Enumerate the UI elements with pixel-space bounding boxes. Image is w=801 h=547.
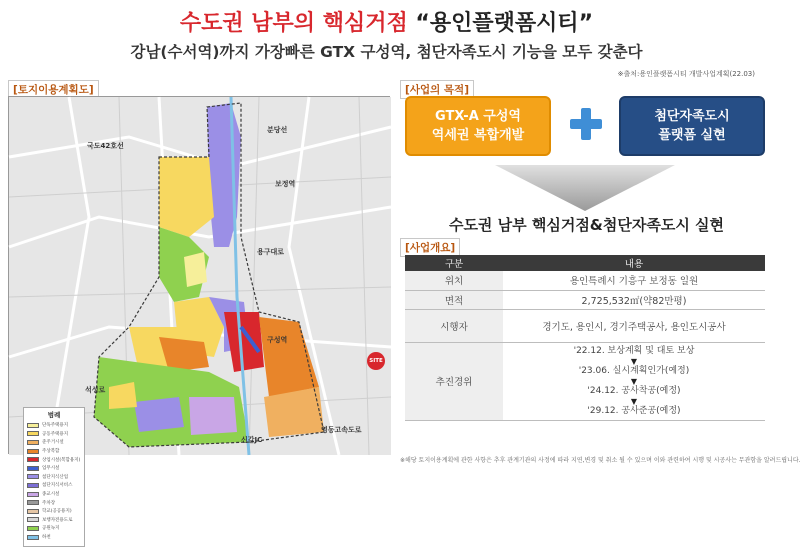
table-row-location xyxy=(405,271,765,290)
legend-item xyxy=(27,524,81,533)
timeline-step: '23.06. 실시계획인가(예정) xyxy=(578,365,690,376)
land-use-map xyxy=(8,96,390,541)
legend-item xyxy=(27,430,81,439)
map-label-expressway: 영동고속도로 xyxy=(321,426,362,434)
legend-label: 주상복합 xyxy=(42,449,60,455)
timeline-step: '29.12. 공사준공(예정) xyxy=(587,405,681,416)
map-label-bojeong-station: 보정역 xyxy=(275,180,296,188)
plus-icon xyxy=(566,104,606,144)
legend-label: 공원녹지 xyxy=(42,526,60,532)
map-label-yonggu-road: 용구대로 xyxy=(257,248,285,256)
column-header-content: 내용 xyxy=(503,255,765,271)
map-label-guseong-station: 구성역 xyxy=(267,336,288,344)
legend-label: 첨단지식서비스 xyxy=(42,483,73,489)
legend-label: 학교(공공용지) xyxy=(42,509,72,515)
legend-label: 첨단지식산업 xyxy=(42,474,69,480)
legend-item xyxy=(27,464,81,473)
disclaimer-footnote: ※해당 토지이용계획에 관한 사항은 추후 관계기관의 사정에 따라 지연,변경 및 취소 될 수 있으며 이와 관련하여 시행 및 시공사는 무관함을 알려드립니다. xyxy=(400,457,801,464)
legend-label: 주차장 xyxy=(42,500,56,506)
timeline-list xyxy=(503,343,765,420)
row-value-location: 용인특례시 기흥구 보정동 일원 xyxy=(503,271,765,290)
row-head-location: 위치 xyxy=(405,271,503,290)
table-row-developer xyxy=(405,309,765,342)
legend-item xyxy=(27,516,81,525)
table-row-area xyxy=(405,290,765,309)
legend-label: 준주거시설 xyxy=(42,440,64,446)
project-purpose-label: [사업의 목적] xyxy=(400,80,474,99)
legend-swatch xyxy=(27,474,39,479)
legend-label: 하천 xyxy=(42,535,51,541)
page-subtitle: 강남(수서역)까지 가장빠른 GTX 구성역, 첨단자족도시 기능을 모두 갖춘다 xyxy=(130,43,643,61)
legend-swatch xyxy=(27,526,39,531)
purpose-smart-city-line1: 첨단자족도시 xyxy=(654,109,730,124)
legend-swatch xyxy=(27,440,39,445)
legend-swatch xyxy=(27,483,39,488)
legend-swatch xyxy=(27,535,39,540)
legend-item xyxy=(27,481,81,490)
site-marker: SITE xyxy=(367,352,385,370)
down-triangle-icon: ▼ xyxy=(630,396,638,406)
legend-label: 단독주택용지 xyxy=(42,423,69,429)
row-value-area: 2,725,532㎡(약82만평) xyxy=(503,290,765,309)
page-title xyxy=(0,6,773,37)
legend-swatch xyxy=(27,466,39,471)
down-triangle-icon: ▼ xyxy=(630,376,638,386)
map-label-bundang-line: 분당선 xyxy=(267,126,288,134)
project-overview-label: [사업개요] xyxy=(400,238,460,257)
legend-swatch xyxy=(27,517,39,522)
map-label-singal-jc: 신갈JC xyxy=(241,436,263,444)
row-head-developer: 시행자 xyxy=(405,309,503,342)
project-overview-table xyxy=(405,255,765,421)
legend-swatch xyxy=(27,509,39,514)
purpose-smart-city-line2: 플랫폼 실현 xyxy=(658,128,726,143)
down-arrow-icon xyxy=(495,165,675,211)
project-goal-text: 수도권 남부 핵심거점&첨단자족도시 실현 xyxy=(448,216,725,234)
legend-label: 공동주택용지 xyxy=(42,431,69,437)
row-head-area: 면적 xyxy=(405,290,503,309)
legend-item xyxy=(27,421,81,430)
legend-swatch xyxy=(27,431,39,436)
row-head-timeline: 추진경위 xyxy=(405,342,503,420)
legend-item xyxy=(27,533,81,542)
legend-swatch xyxy=(27,500,39,505)
land-use-map-drawing xyxy=(9,97,391,455)
purpose-smart-city-box xyxy=(619,96,765,156)
table-row-timeline xyxy=(405,342,765,420)
legend-item xyxy=(27,447,81,456)
purpose-gtx-line2: 역세권 복합개발 xyxy=(431,128,525,143)
legend-label: 상업시설(복합용지) xyxy=(42,457,81,463)
map-label-road-42: 국도42호선 xyxy=(87,142,124,150)
column-header-category: 구분 xyxy=(405,255,503,271)
map-legend xyxy=(23,407,85,547)
purpose-gtx-box xyxy=(405,96,551,156)
legend-label: 보행자전용도로 xyxy=(42,517,73,523)
purpose-gtx-line1: GTX-A 구성역 xyxy=(435,109,521,124)
legend-item xyxy=(27,490,81,499)
title-project-name: “용인플랫폼시티” xyxy=(415,11,594,36)
legend-item xyxy=(27,455,81,464)
legend-item xyxy=(27,507,81,516)
title-highlight: 수도권 남부의 핵심거점 xyxy=(179,11,408,36)
table-header-row xyxy=(405,255,765,271)
legend-swatch xyxy=(27,423,39,428)
source-note: ※출처:용인플랫폼시티 개발사업계획(22.03) xyxy=(617,70,755,78)
legend-item xyxy=(27,438,81,447)
legend-item xyxy=(27,498,81,507)
legend-item xyxy=(27,473,81,482)
legend-swatch xyxy=(27,457,39,462)
legend-label: 업무시설 xyxy=(42,466,60,472)
legend-label: 종교시설 xyxy=(42,492,60,498)
timeline-step: '22.12. 보상계획 및 대토 보상 xyxy=(573,345,695,356)
row-value-developer: 경기도, 용인시, 경기주택공사, 용인도시공사 xyxy=(503,309,765,342)
map-label-seokseong-ro: 석성로 xyxy=(85,386,106,394)
legend-swatch xyxy=(27,492,39,497)
legend-title: 범례 xyxy=(47,411,61,419)
legend-swatch xyxy=(27,449,39,454)
timeline-step: '24.12. 공사착공(예정) xyxy=(587,385,681,396)
land-use-plan-label: [토지이용계획도] xyxy=(8,80,99,99)
down-triangle-icon: ▼ xyxy=(630,356,638,366)
